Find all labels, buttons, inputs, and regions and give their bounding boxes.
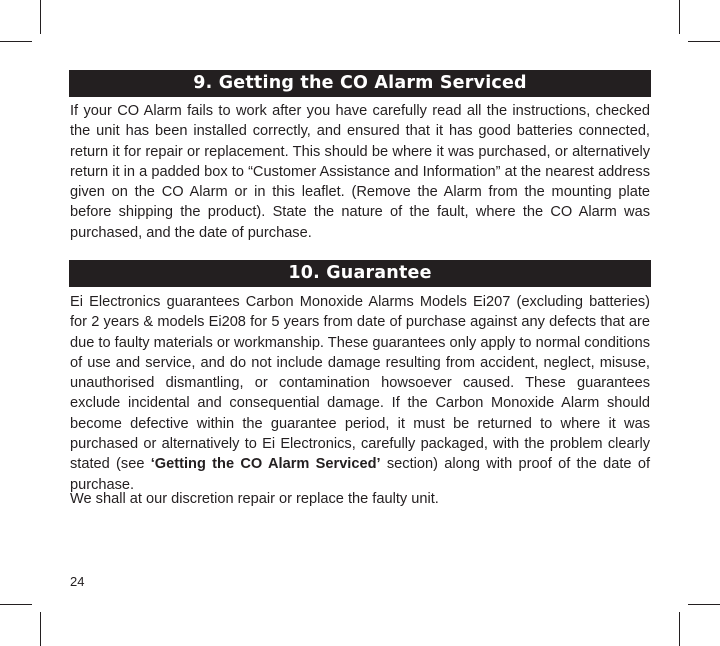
crop-mark: [40, 0, 41, 34]
crop-mark: [0, 41, 32, 42]
guarantee-text-start: Ei Electronics guarantees Carbon Monoxide Alarms Models Ei207 (excluding batteries) for 2 years & models Ei208 for 5 years from date of purchase against any defects that are due to faulty materials or workmanship. These guarantees only apply to normal conditions of use and service, and do not include damage resulting from accident, neglect, misuse, unauthorised dismantling, or contamination howsoever caused. These guarantees exclude incidental and consequential damage. If the Carbon Monoxide Alarm should become defective within the guarantee period, it must be returned to where it was purchased or alternatively to Ei Electronics, carefully packaged, with the problem clearly stated (see: [70, 294, 650, 473]
guarantee-paragraph: [70, 292, 650, 495]
section-reference: ‘Getting the CO Alarm Serviced’: [150, 456, 381, 473]
crop-mark: [0, 604, 32, 605]
servicing-paragraph: If your CO Alarm fails to work after you have carefully read all the instructions, checked the unit has been installed correctly, and ensured that it has good batteries connected, return it for repair or replacement. This should be where it was purchased, or alternatively return it in a padded box to “Customer Assistance and Information” at the nearest address given on the CO Alarm or in this leaflet. (Remove the Alarm from the mounting plate before shipping the product). State the nature of the fault, where the CO Alarm was purchased, and the date of purchase.: [70, 103, 650, 241]
section-heading-guarantee: 10. Guarantee: [69, 260, 651, 287]
crop-mark: [688, 41, 720, 42]
guarantee-text-end: section) along with proof of the date of purchase.: [70, 456, 650, 493]
crop-mark: [679, 0, 680, 34]
crop-mark: [688, 604, 720, 605]
closing-paragraph: We shall at our discretion repair or replace the faulty unit.: [70, 491, 439, 507]
section-heading-servicing: 9. Getting the CO Alarm Serviced: [69, 70, 651, 97]
page-number: 24: [70, 574, 85, 589]
crop-mark: [40, 612, 41, 646]
crop-mark: [679, 612, 680, 646]
